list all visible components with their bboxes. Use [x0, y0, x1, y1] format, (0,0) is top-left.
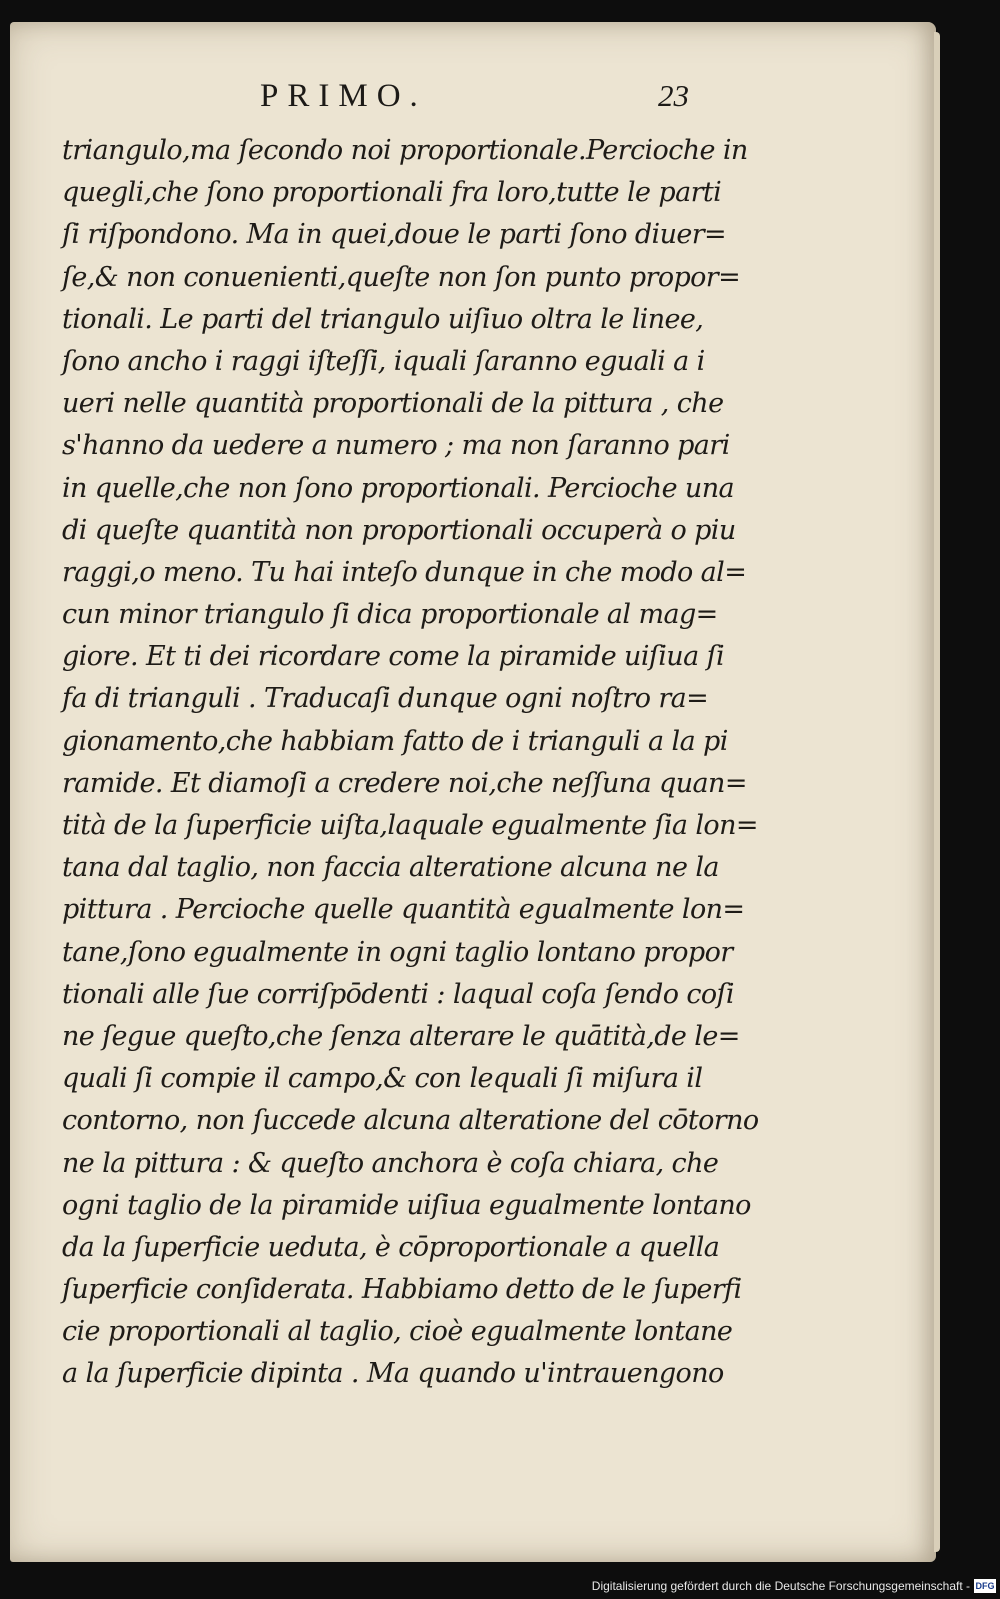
text-line: raggi,o meno. Tu hai inteſo dunque in che modo al=	[62, 556, 747, 588]
text-line: da la ſuperficie ueduta, è cōproportionale a quella	[62, 1231, 720, 1263]
text-line: ne la pittura : & queſto anchora è coſa chiara, che	[62, 1147, 719, 1179]
digitization-footer	[0, 1576, 1000, 1599]
body-text	[62, 130, 782, 1396]
text-line: a la ſuperficie dipinta . Ma quando u'intrauengono	[62, 1358, 724, 1390]
text-line: tionali. Le parti del triangulo uiſiuo oltra le linee,	[62, 303, 704, 335]
text-line: s'hanno da uedere a numero ; ma non ſaranno pari	[62, 430, 730, 462]
text-line: quali ſi compie il campo,& con lequali ſi miſura il	[62, 1063, 703, 1095]
text-line: pittura . Percioche quelle quantità egualmente lon=	[62, 894, 745, 926]
text-line: triangulo,ma ſecondo noi proportionale.Percioche in	[62, 135, 748, 166]
page-number: 23	[658, 78, 689, 113]
text-line: giore. Et ti dei ricordare come la piramide uiſiua ſi	[62, 641, 725, 673]
text-line: ueri nelle quantità proportionali de la pittura , che	[62, 388, 724, 420]
text-line: tana dal taglio, non faccia alteratione alcuna ne la	[62, 852, 719, 884]
text-line: ſono ancho i raggi iſteſſi, iquali ſaranno eguali a i	[62, 345, 705, 377]
running-head	[10, 78, 936, 138]
text-line: gionamento,che habbiam fatto de i trianguli a la pi	[62, 725, 728, 757]
dfg-logo-icon: DFG	[975, 1581, 995, 1591]
text-line: ſe,& non conuenienti,queſte non ſon punto propor=	[62, 261, 741, 293]
book-page	[10, 22, 936, 1562]
text-line: ſuperficie conſiderata. Habbiamo detto de le ſuperfi	[62, 1274, 742, 1306]
text-line: cie proportionali al taglio, cioè egualmente lontane	[62, 1316, 733, 1348]
footer-credit: Digitalisierung gefördert durch die Deutsche Forschungsgemeinschaft -	[591, 1579, 970, 1593]
text-line: ramide. Et diamoſi a credere noi,che neſſuna quan=	[62, 767, 747, 799]
text-line: tionali alle ſue corriſpōdenti : laqual coſa ſendo coſi	[62, 978, 734, 1010]
text-line: tità de la ſuperficie uiſta,laquale egualmente ſia lon=	[62, 810, 758, 841]
text-line: tane,ſono egualmente in ogni taglio lontano propor	[62, 936, 733, 968]
running-title: PRIMO.	[260, 78, 427, 114]
page-edge	[934, 32, 940, 1552]
text-line: fa di trianguli . Traducaſi dunque ogni noſtro ra=	[62, 683, 709, 715]
text-line: cun minor triangulo ſi dica proportionale al mag=	[62, 599, 718, 631]
text-line: ne ſegue queſto,che ſenza alterare le quātità,de le=	[62, 1020, 740, 1052]
text-line: di queſte quantità non proportionali occuperà o piu	[62, 514, 736, 546]
text-line: quegli,che ſono proportionali fra loro,tutte le parti	[62, 177, 722, 209]
text-line: ſi riſpondono. Ma in quei,doue le parti ſono diuer=	[62, 219, 727, 251]
text-line: in quelle,che non ſono proportionali. Percioche una	[62, 472, 735, 504]
text-line: ogni taglio de la piramide uiſiua egualmente lontano	[62, 1189, 751, 1221]
text-line: contorno, non ſuccede alcuna alteratione del cōtorno	[62, 1105, 759, 1137]
